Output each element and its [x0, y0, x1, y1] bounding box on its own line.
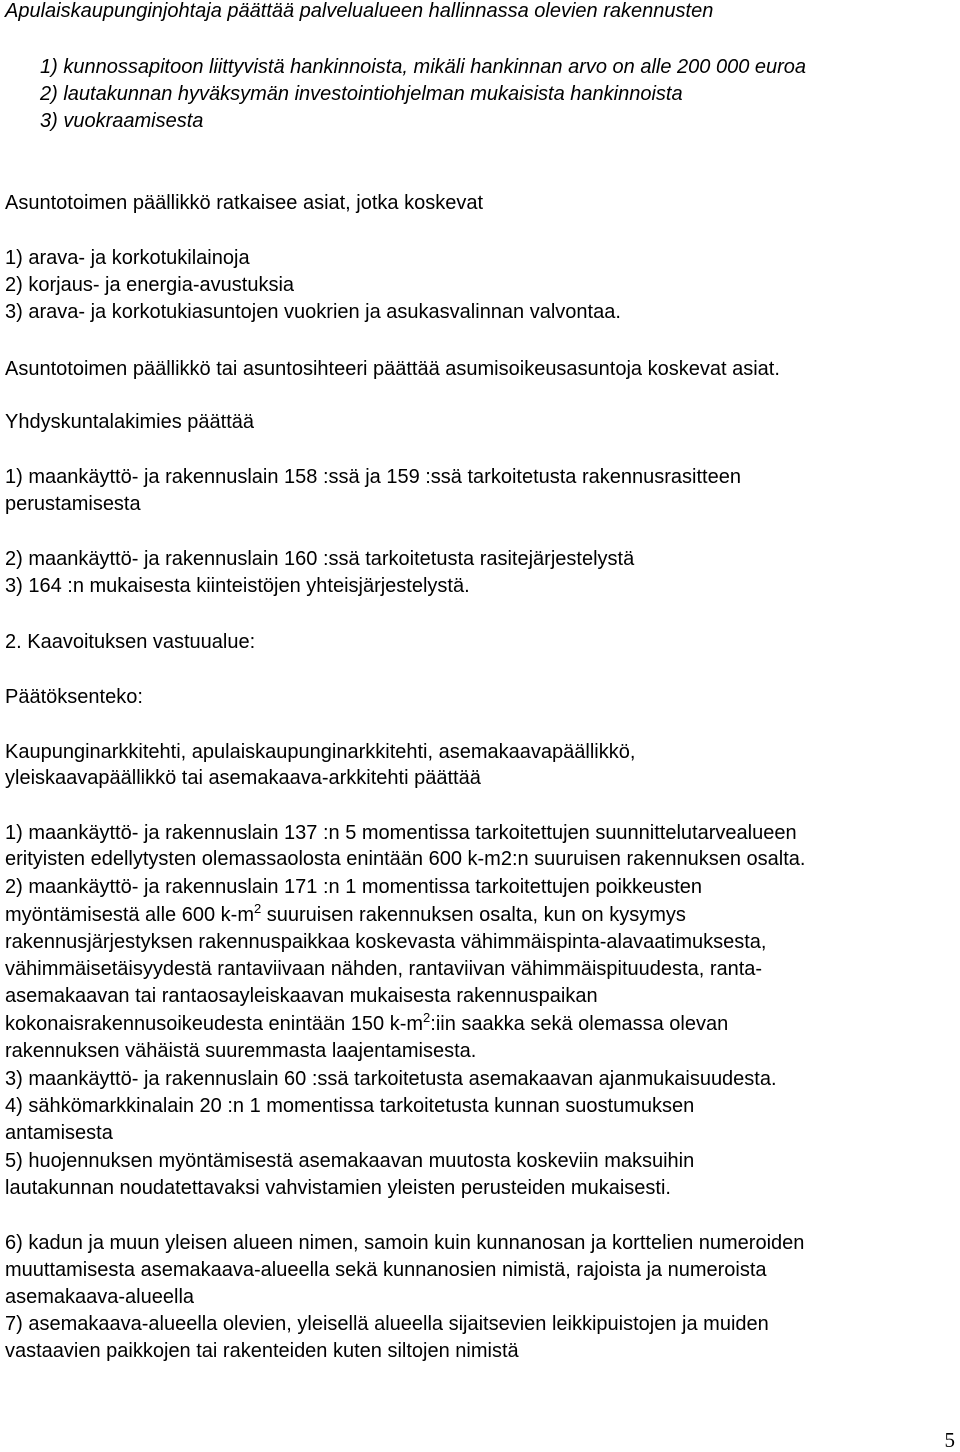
planning-line: [5, 1012, 728, 1036]
intro-item: 2) lautakunnan hyväksymän investointiohjelman mukaisista hankinnoista: [40, 83, 683, 105]
planning-text: suuruisen rakennuksen osalta, kun on kysymys: [261, 904, 686, 926]
deciders-line: yleiskaavapäällikkö tai asemakaava-arkkitehti päättää: [5, 767, 481, 789]
planning-line: 1) maankäyttö- ja rakennuslain 137 :n 5 momentissa tarkoitettujen suunnittelutarvealueen: [5, 822, 797, 844]
planning-line: erityisten edellytysten olemassaolosta enintään 600 k-m2:n suuruisen rakennuksen osalta.: [5, 848, 806, 870]
planning-line: 3) maankäyttö- ja rakennuslain 60 :ssä tarkoitetusta asemakaavan ajanmukaisuudesta.: [5, 1068, 777, 1090]
planning-line: muuttamisesta asemakaava-alueella sekä kunnanosien nimistä, rajoista ja numeroista: [5, 1259, 767, 1281]
community-heading: Yhdyskuntalakimies päättää: [5, 411, 255, 433]
intro-item: 3) vuokraamisesta: [40, 110, 204, 132]
planning-line: lautakunnan noudatettavaksi vahvistamien yleisten perusteiden mukaisesti.: [5, 1177, 671, 1199]
housing-item: 3) arava- ja korkotukiasuntojen vuokrien ja asukasvalinnan valvontaa.: [5, 301, 621, 323]
deciders-line: Kaupunginarkkitehti, apulaiskaupunginarkkitehti, asemakaavapäällikkö,: [5, 741, 636, 763]
planning-line: vähimmäisetäisyydestä rantaviivaan nähden, rantaviivan vähimmäispituudesta, ranta-: [5, 958, 763, 980]
planning-line: asemakaavan tai rantaosayleiskaavan mukaisesta rakennuspaikan: [5, 985, 598, 1007]
section-subtitle: Päätöksenteko:: [5, 686, 143, 708]
planning-line: [5, 903, 686, 927]
page-number: 5: [944, 1428, 955, 1452]
planning-line: rakennusjärjestyksen rakennuspaikkaa koskevasta vähimmäispinta-alavaatimuksesta,: [5, 931, 767, 953]
intro-item: 1) kunnossapitoon liittyvistä hankinnoista, mikäli hankinnan arvo on alle 200 000 euroa: [40, 56, 807, 78]
planning-line: 4) sähkömarkkinalain 20 :n 1 momentissa tarkoitetusta kunnan suostumuksen: [5, 1095, 695, 1117]
planning-line: rakennuksen vähäistä suuremmasta laajentamisesta.: [5, 1040, 477, 1062]
community-item-continuation: perustamisesta: [5, 493, 141, 515]
planning-line: 6) kadun ja muun yleisen alueen nimen, samoin kuin kunnanosan ja korttelien numeroiden: [5, 1232, 805, 1254]
housing-note: Asuntotoimen päällikkö tai asuntosihteeri päättää asumisoikeusasuntoja koskevat asiat.: [5, 358, 780, 380]
community-item: 2) maankäyttö- ja rakennuslain 160 :ssä tarkoitetusta rasitejärjestelystä: [5, 548, 635, 570]
planning-line: vastaavien paikkojen tai rakenteiden kuten siltojen nimistä: [5, 1340, 519, 1362]
housing-item: 1) arava- ja korkotukilainoja: [5, 247, 250, 269]
planning-line: 7) asemakaava-alueella olevien, yleisellä alueella sijaitsevien leikkipuistojen ja muiden: [5, 1313, 769, 1335]
planning-line: asemakaava-alueella: [5, 1286, 195, 1308]
planning-line: 5) huojennuksen myöntämisestä asemakaavan muutosta koskeviin maksuihin: [5, 1150, 695, 1172]
planning-line: 2) maankäyttö- ja rakennuslain 171 :n 1 momentissa tarkoitettujen poikkeusten: [5, 876, 703, 898]
superscript: 2: [253, 901, 262, 916]
community-item: 1) maankäyttö- ja rakennuslain 158 :ssä ja 159 :ssä tarkoitetusta rakennusrasitteen: [5, 466, 741, 488]
community-item: 3) 164 :n mukaisesta kiinteistöjen yhteisjärjestelystä.: [5, 575, 470, 597]
planning-text: myöntämisestä alle 600 k-m: [5, 904, 254, 926]
planning-text: :iin saakka sekä olemassa olevan: [430, 1013, 729, 1035]
housing-heading: Asuntotoimen päällikkö ratkaisee asiat, jotka koskevat: [5, 192, 484, 214]
planning-text: kokonaisrakennusoikeudesta enintään 150 k-m: [5, 1013, 424, 1035]
section-title: 2. Kaavoituksen vastuualue:: [5, 631, 256, 653]
superscript: 2: [423, 1010, 431, 1025]
intro-heading: Apulaiskaupunginjohtaja päättää palvelualueen hallinnassa olevien rakennusten: [5, 0, 714, 22]
planning-line: antamisesta: [5, 1122, 113, 1144]
housing-item: 2) korjaus- ja energia-avustuksia: [5, 274, 295, 296]
